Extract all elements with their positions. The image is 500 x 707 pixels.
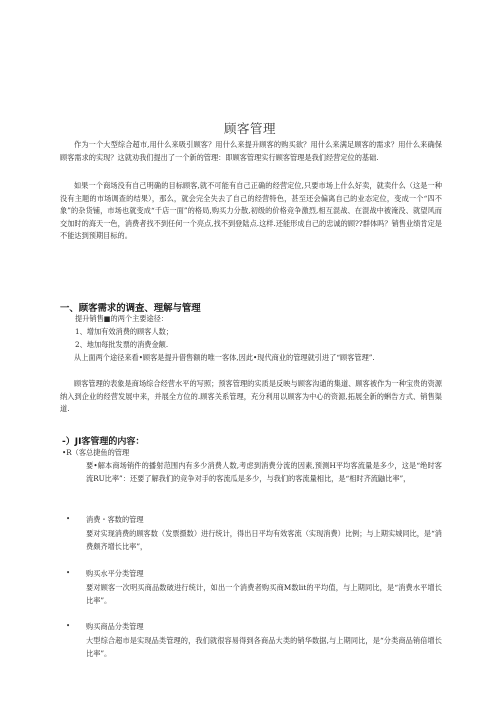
section1-line-3: 2、地加每批发票的消费金额. bbox=[75, 340, 169, 349]
bullet-item-text: 大型综合超市是实现品类管理的，我们就很容易得到各商品大类的销华数据,与上期同比，是“分类商品销倍增长比率”。 bbox=[86, 636, 442, 658]
intro-paragraph-1: 作为一个大型综合超市,用什么来吸引顾客？用什么来提升顾客的购买欲？用什么来满足顾客的需求？用什么来确保顾客需求的实现？这就劝我们提出了一个新的管理：即顾客管理实行顾客管理是我们经营定位的基础. bbox=[60, 140, 442, 162]
bullet-marker: • bbox=[66, 622, 71, 630]
section1-line-1: 提升销售■的两个主要途径： bbox=[75, 314, 169, 323]
document-title: 顾客管理 bbox=[223, 121, 276, 136]
bullet-item-text: 要对实现消费的顾客数（发票摄数）进行统计，得出日平均有效客流（实现消费）比例；与上期实城同比，是“消费颇齐增长比率”， bbox=[86, 529, 442, 551]
section1-paragraph-2: 顾客管理的表象是商场综合经营水平的写照；预客管理的实质是反映与顾客沟通的集道、顾客被作为一种宝贵的资源纳入到企业的经营发展中来，并展全方位的.顾客关系管理，充分利用以顾客为中心的资源,拓展全新的蝌告方式、销售渠道. bbox=[60, 379, 442, 414]
bullet-item-title: 购买水平分类管理 bbox=[86, 569, 144, 578]
section-heading-1: 一、顾客需求的调查、理解与管理 bbox=[60, 303, 201, 314]
section1-line-2: 1、增加有效消费的顾客人数； bbox=[75, 327, 174, 336]
bullet-item-title: 消费・客数的管理 bbox=[86, 515, 144, 524]
intro-paragraph-2: 如果一个商场没有自己明确的目标顾客,就不可能有自己正确的经营定位,只要市场上什么好卖，就卖什么（这是一种没有主题的市场调查的结果），那么，就会完全失去了自己的经营特色，甚至还会偏离自己的业态定位，变成一个“四不象”的杂货铺，市场也就变成“千店一面”的格局,购买力分散,初级的价格竞争激烈,相互混战、在混战中被淹没、就望风而交加时的海天一色，消费者找不到任何一个亮点,找不到登陆点.这样.还能形成自己的忠诚的顾??群体吗？销售业绩肯定是不能达到预期目标的。 bbox=[60, 181, 442, 241]
section2-sub-paragraph: 要•解本商场销件的播射范围内有多少消费人数,考虑到消费分流的因素,预测H平均客流量是多少，这是“绝时客流RU比率”：还要了解我们的竞争对手的客流瓜是多少，与我们的客流量相比，是“相时齐流鼬比率”， bbox=[86, 461, 442, 483]
bullet-item-text: 要对顾客一次明买商品数破进行统计，如出一个消费者购买商M数lit的平均值，与上期同比，是“消费水平增长比率”。 bbox=[86, 583, 442, 605]
bullet-marker: • bbox=[66, 515, 71, 523]
bullet-item-title: 购买商品分类管理 bbox=[86, 622, 144, 631]
section-heading-2: -）JI客管理的内容： bbox=[62, 437, 145, 447]
section2-sub-heading: •R（客总捷鱼的管理 bbox=[62, 448, 130, 457]
section1-paragraph-1: 从上面两个途径来看•顾客是提升借售额的唯一客体,因此•现代商业的管理就引进了“顾客管理”. bbox=[74, 353, 375, 362]
bullet-marker: • bbox=[66, 569, 71, 577]
